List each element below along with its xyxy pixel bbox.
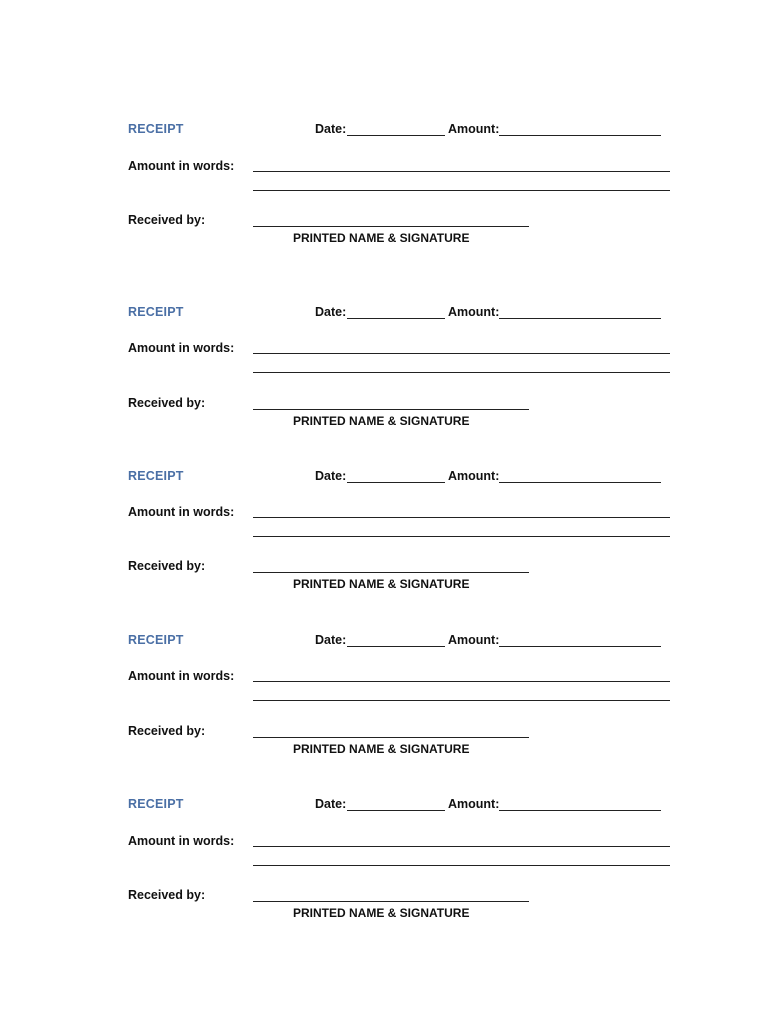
signature-caption: PRINTED NAME & SIGNATURE xyxy=(293,577,470,591)
amount-in-words-line-2[interactable] xyxy=(253,372,670,373)
signature-line[interactable] xyxy=(253,901,529,902)
signature-line[interactable] xyxy=(253,226,529,227)
receipt-title: RECEIPT xyxy=(128,469,184,483)
amount-in-words-line-1[interactable] xyxy=(253,353,670,354)
date-label: Date: xyxy=(315,305,347,319)
date-label: Date: xyxy=(315,633,347,647)
amount-in-words-line-1[interactable] xyxy=(253,517,670,518)
amount-in-words-line-1[interactable] xyxy=(253,846,670,847)
amount-in-words-label: Amount in words: xyxy=(128,341,235,355)
signature-caption: PRINTED NAME & SIGNATURE xyxy=(293,231,470,245)
received-by-label: Received by: xyxy=(128,724,206,738)
received-by-label: Received by: xyxy=(128,213,206,227)
received-by-label: Received by: xyxy=(128,888,206,902)
signature-caption: PRINTED NAME & SIGNATURE xyxy=(293,742,470,756)
signature-caption: PRINTED NAME & SIGNATURE xyxy=(293,906,470,920)
signature-line[interactable] xyxy=(253,572,529,573)
date-label: Date: xyxy=(315,469,347,483)
date-field-line[interactable] xyxy=(347,318,445,319)
amount-label: Amount: xyxy=(448,305,500,319)
date-field-line[interactable] xyxy=(347,135,445,136)
signature-line[interactable] xyxy=(253,409,529,410)
amount-in-words-line-2[interactable] xyxy=(253,536,670,537)
amount-in-words-line-1[interactable] xyxy=(253,681,670,682)
amount-in-words-line-2[interactable] xyxy=(253,190,670,191)
amount-in-words-line-2[interactable] xyxy=(253,865,670,866)
date-field-line[interactable] xyxy=(347,646,445,647)
amount-label: Amount: xyxy=(448,122,500,136)
date-field-line[interactable] xyxy=(347,810,445,811)
amount-label: Amount: xyxy=(448,633,500,647)
receipt-block xyxy=(0,120,768,260)
amount-in-words-label: Amount in words: xyxy=(128,505,235,519)
signature-caption: PRINTED NAME & SIGNATURE xyxy=(293,414,470,428)
receipt-block xyxy=(0,303,768,443)
amount-in-words-label: Amount in words: xyxy=(128,669,235,683)
receipt-title: RECEIPT xyxy=(128,797,184,811)
amount-label: Amount: xyxy=(448,469,500,483)
receipt-block xyxy=(0,467,768,607)
amount-field-line[interactable] xyxy=(499,135,661,136)
amount-field-line[interactable] xyxy=(499,646,661,647)
amount-field-line[interactable] xyxy=(499,810,661,811)
received-by-label: Received by: xyxy=(128,396,206,410)
date-label: Date: xyxy=(315,797,347,811)
amount-label: Amount: xyxy=(448,797,500,811)
received-by-label: Received by: xyxy=(128,559,206,573)
receipt-block xyxy=(0,632,768,772)
receipt-title: RECEIPT xyxy=(128,122,184,136)
amount-field-line[interactable] xyxy=(499,482,661,483)
date-field-line[interactable] xyxy=(347,482,445,483)
date-label: Date: xyxy=(315,122,347,136)
amount-in-words-line-2[interactable] xyxy=(253,700,670,701)
amount-in-words-label: Amount in words: xyxy=(128,159,235,173)
amount-field-line[interactable] xyxy=(499,318,661,319)
receipt-block xyxy=(0,796,768,936)
amount-in-words-label: Amount in words: xyxy=(128,834,235,848)
receipt-title: RECEIPT xyxy=(128,305,184,319)
amount-in-words-line-1[interactable] xyxy=(253,171,670,172)
signature-line[interactable] xyxy=(253,737,529,738)
receipt-title: RECEIPT xyxy=(128,633,184,647)
